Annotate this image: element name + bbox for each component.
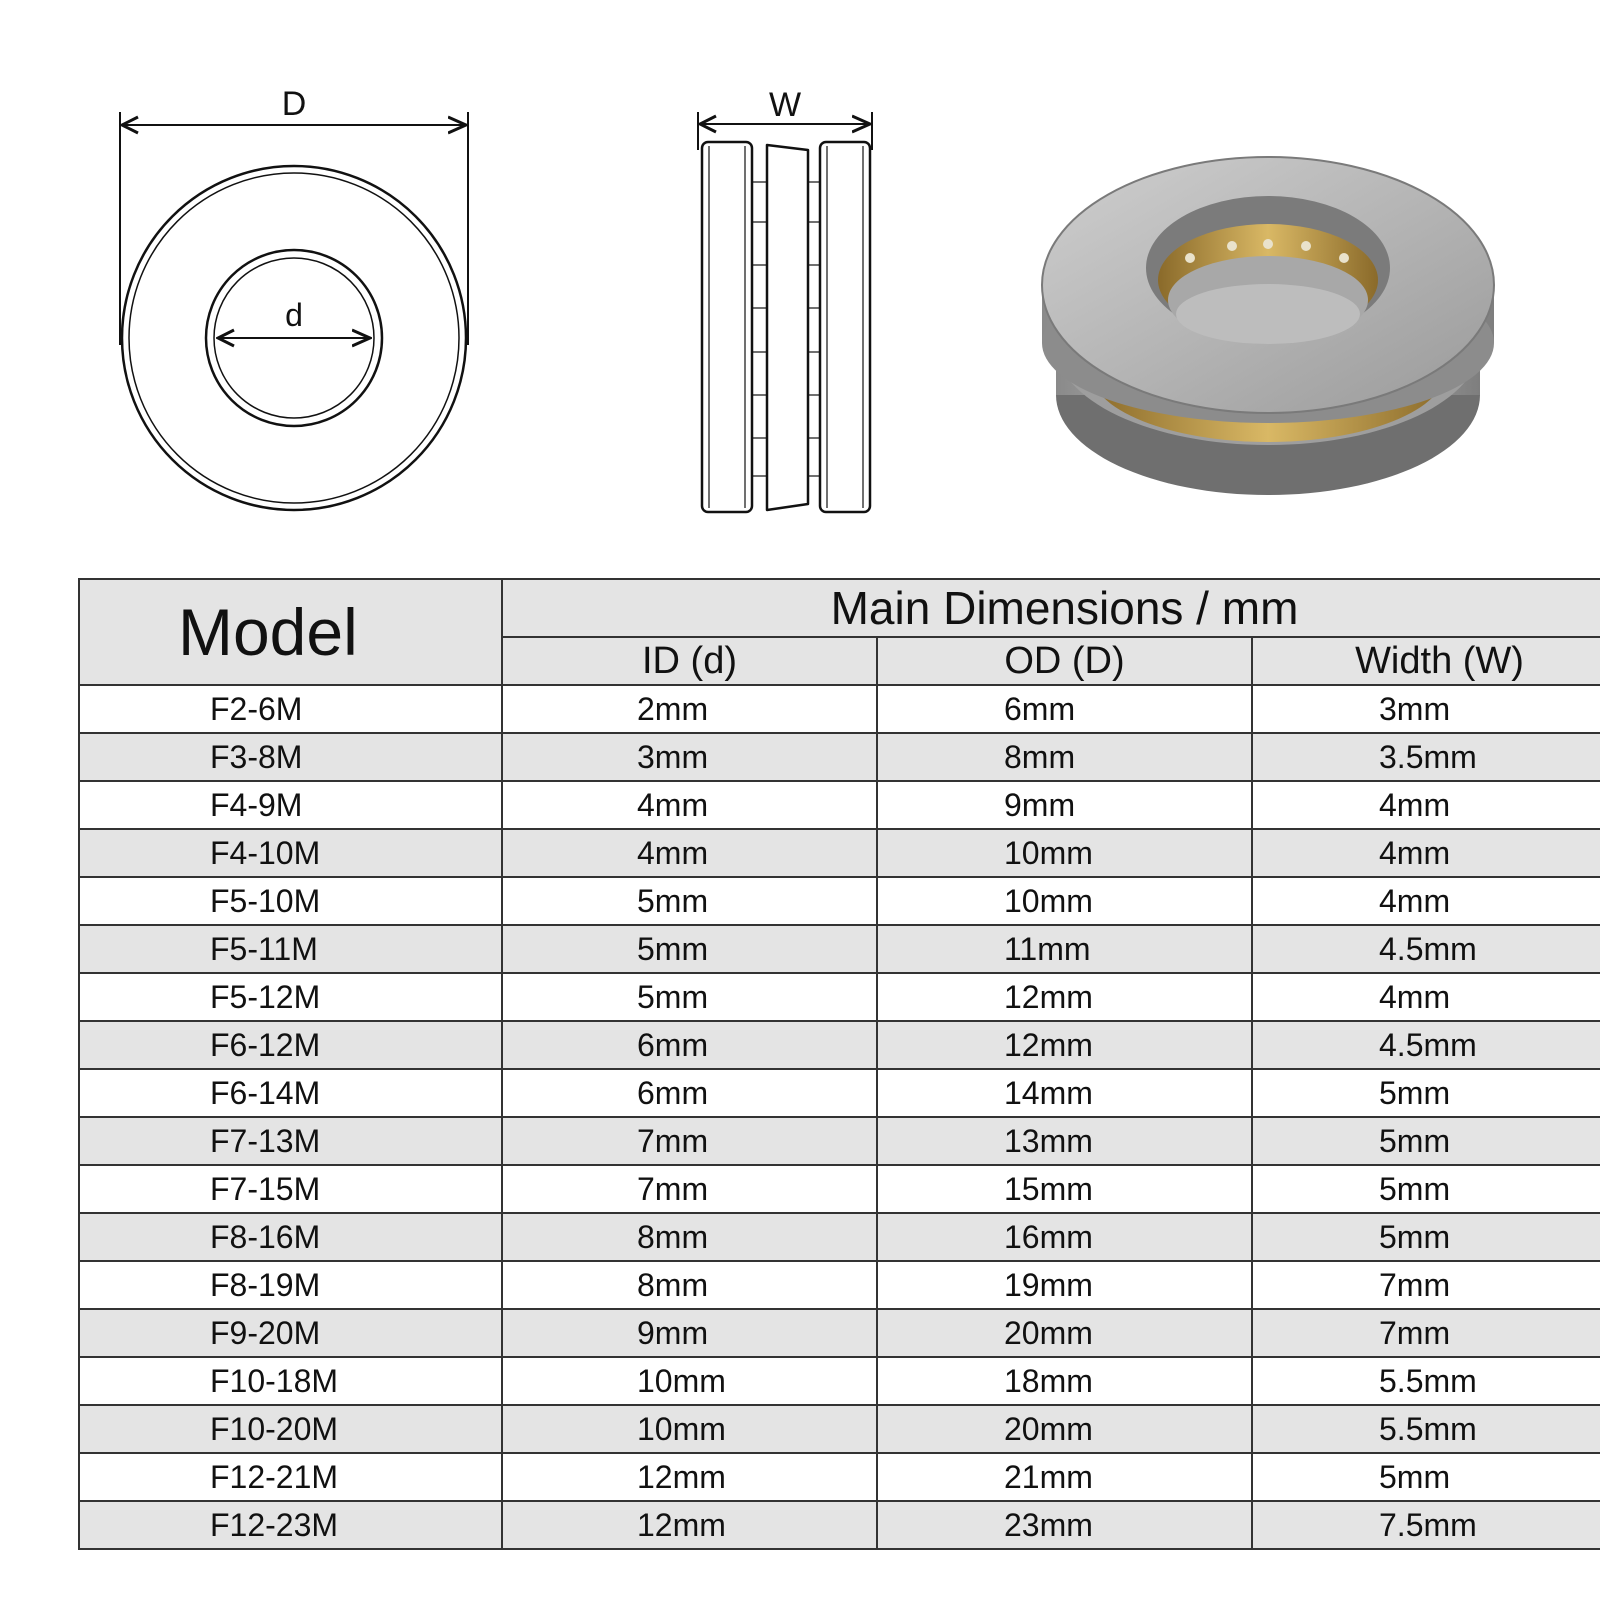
id-cell: 6mm [502,1069,877,1117]
width-cell: 4mm [1252,781,1600,829]
table-row [79,829,1600,877]
id-cell: 5mm [502,925,877,973]
od-column-header: OD (D) [877,637,1252,685]
id-cell: 8mm [502,1261,877,1309]
id-cell: 8mm [502,1213,877,1261]
od-cell: 20mm [877,1309,1252,1357]
main-dimensions-header: Main Dimensions / mm [502,579,1600,637]
table-row [79,1021,1600,1069]
od-cell: 23mm [877,1501,1252,1549]
table-row [79,1213,1600,1261]
model-cell: F6-12M [79,1021,502,1069]
table-row [79,1309,1600,1357]
od-cell: 15mm [877,1165,1252,1213]
model-cell: F10-20M [79,1405,502,1453]
od-cell: 19mm [877,1261,1252,1309]
table-row [79,1501,1600,1549]
width-cell: 5.5mm [1252,1357,1600,1405]
od-cell: 10mm [877,877,1252,925]
outer-diameter-label: D [281,85,307,123]
od-cell: 12mm [877,973,1252,1021]
width-cell: 5mm [1252,1117,1600,1165]
od-cell: 10mm [877,829,1252,877]
table-row [79,733,1600,781]
model-cell: F5-10M [79,877,502,925]
front-view-diagram [120,85,468,510]
od-cell: 16mm [877,1213,1252,1261]
width-cell: 4.5mm [1252,1021,1600,1069]
od-cell: 13mm [877,1117,1252,1165]
od-cell: 20mm [877,1405,1252,1453]
model-cell: F9-20M [79,1309,502,1357]
model-cell: F8-19M [79,1261,502,1309]
id-cell: 4mm [502,781,877,829]
model-header: Model [79,579,502,685]
table-row [79,925,1600,973]
table-row [79,781,1600,829]
id-cell: 2mm [502,685,877,733]
model-cell: F5-11M [79,925,502,973]
od-cell: 6mm [877,685,1252,733]
width-column-header: Width (W) [1252,637,1600,685]
width-cell: 5mm [1252,1069,1600,1117]
table-row [79,685,1600,733]
width-cell: 4mm [1252,973,1600,1021]
model-cell: F3-8M [79,733,502,781]
id-cell: 3mm [502,733,877,781]
table-body [79,685,1600,1549]
table-row [79,1405,1600,1453]
id-cell: 12mm [502,1453,877,1501]
width-cell: 5mm [1252,1213,1600,1261]
id-cell: 6mm [502,1021,877,1069]
width-cell: 4mm [1252,829,1600,877]
table-row [79,973,1600,1021]
model-cell: F7-13M [79,1117,502,1165]
model-cell: F6-14M [79,1069,502,1117]
od-cell: 8mm [877,733,1252,781]
table-row [79,1165,1600,1213]
side-view-diagram [698,86,872,512]
table-row [79,877,1600,925]
inner-diameter-label: d [285,297,303,333]
id-cell: 5mm [502,973,877,1021]
table-row [79,1117,1600,1165]
model-cell: F2-6M [79,685,502,733]
width-cell: 5mm [1252,1165,1600,1213]
id-cell: 9mm [502,1309,877,1357]
width-cell: 3mm [1252,685,1600,733]
model-cell: F12-23M [79,1501,502,1549]
id-cell: 5mm [502,877,877,925]
width-cell: 5.5mm [1252,1405,1600,1453]
width-cell: 4mm [1252,877,1600,925]
model-cell: F5-12M [79,973,502,1021]
table-row [79,1453,1600,1501]
id-cell: 7mm [502,1117,877,1165]
table-row [79,1357,1600,1405]
width-cell: 7mm [1252,1309,1600,1357]
width-cell: 4.5mm [1252,925,1600,973]
model-cell: F10-18M [79,1357,502,1405]
width-label: W [768,86,802,124]
bearing-drawings [0,0,1600,560]
model-cell: F12-21M [79,1453,502,1501]
dimensions-table [78,578,1600,1550]
od-cell: 11mm [877,925,1252,973]
od-cell: 9mm [877,781,1252,829]
od-cell: 18mm [877,1357,1252,1405]
width-cell: 7.5mm [1252,1501,1600,1549]
table-row [79,1069,1600,1117]
model-cell: F8-16M [79,1213,502,1261]
od-cell: 21mm [877,1453,1252,1501]
width-cell: 7mm [1252,1261,1600,1309]
table-row [79,1261,1600,1309]
width-cell: 3.5mm [1252,733,1600,781]
id-cell: 4mm [502,829,877,877]
id-cell: 10mm [502,1357,877,1405]
id-cell: 12mm [502,1501,877,1549]
model-cell: F7-15M [79,1165,502,1213]
model-cell: F4-10M [79,829,502,877]
od-cell: 14mm [877,1069,1252,1117]
model-cell: F4-9M [79,781,502,829]
id-column-header: ID (d) [502,637,877,685]
width-cell: 5mm [1252,1453,1600,1501]
id-cell: 10mm [502,1405,877,1453]
od-cell: 12mm [877,1021,1252,1069]
bearing-photo [1042,157,1494,495]
id-cell: 7mm [502,1165,877,1213]
